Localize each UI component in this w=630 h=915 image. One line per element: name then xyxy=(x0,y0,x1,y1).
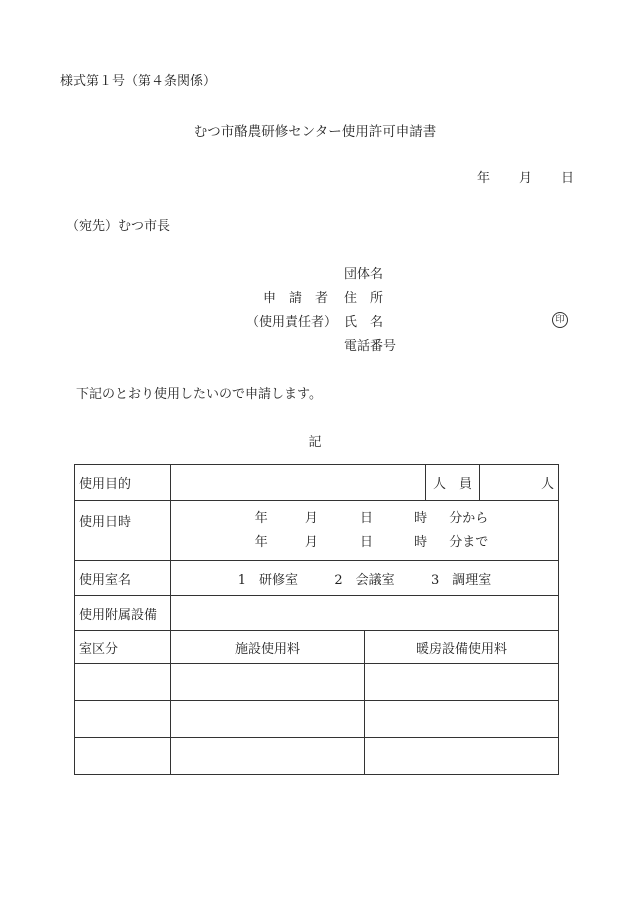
seal-mark: 印 xyxy=(552,312,568,328)
to-day: 日 xyxy=(359,534,373,550)
people-unit: 人 xyxy=(540,477,554,492)
fee-row xyxy=(75,701,559,738)
room-name: 調理室 xyxy=(452,572,492,588)
datetime-to xyxy=(175,531,554,555)
facility-fee-cell[interactable] xyxy=(171,664,365,701)
equipment-row xyxy=(75,596,559,631)
room-option[interactable] xyxy=(334,573,394,588)
facility-fee-cell[interactable] xyxy=(171,738,365,775)
form-number: 様式第１号（第４条関係） xyxy=(60,74,217,89)
org-name-label: 団体名 xyxy=(344,267,384,282)
room-options xyxy=(171,561,559,596)
application-table xyxy=(74,464,559,775)
category-cell[interactable] xyxy=(75,738,171,775)
fee-row xyxy=(75,738,559,775)
datetime-row xyxy=(75,501,559,561)
datetime-field[interactable] xyxy=(171,501,559,561)
phone-label: 電話番号 xyxy=(344,339,397,354)
from-hour: 時 xyxy=(414,510,428,526)
applicant-label: 申 請 者 xyxy=(263,291,329,306)
fee-row xyxy=(75,664,559,701)
room-label: 使用室名 xyxy=(75,561,171,596)
room-option[interactable] xyxy=(238,573,298,588)
datetime-from xyxy=(175,507,554,531)
purpose-field[interactable] xyxy=(171,465,426,501)
facility-fee-cell[interactable] xyxy=(171,701,365,738)
purpose-row xyxy=(75,465,559,501)
equipment-field[interactable] xyxy=(171,596,559,631)
responsible-person-label: （使用責任者） xyxy=(246,315,338,330)
purpose-label: 使用目的 xyxy=(75,465,171,501)
room-option[interactable] xyxy=(431,573,491,588)
document-title: むつ市酪農研修センター使用許可申請書 xyxy=(193,124,437,140)
date-month-label: 月 xyxy=(519,171,533,186)
intro-text: 下記のとおり使用したいので申請します。 xyxy=(76,387,322,402)
room-name: 研修室 xyxy=(259,572,299,588)
room-number: 2 xyxy=(334,572,343,588)
from-day: 日 xyxy=(359,510,373,526)
heating-fee-cell[interactable] xyxy=(365,664,559,701)
from-month: 月 xyxy=(304,510,318,526)
datetime-label: 使用日時 xyxy=(75,501,171,561)
facility-fee-label: 施設使用料 xyxy=(171,631,365,664)
to-minute: 分まで xyxy=(449,534,489,550)
people-field[interactable] xyxy=(480,465,559,501)
room-number: 1 xyxy=(237,572,247,588)
ki-heading: 記 xyxy=(308,435,322,450)
room-number: 3 xyxy=(430,572,440,588)
heating-fee-label: 暖房設備使用料 xyxy=(365,631,559,664)
addressee: （宛先）むつ市長 xyxy=(66,219,171,234)
from-minute: 分から xyxy=(449,510,489,526)
name-label: 氏 名 xyxy=(344,315,384,330)
people-label: 人 員 xyxy=(426,465,480,501)
category-cell[interactable] xyxy=(75,701,171,738)
category-cell[interactable] xyxy=(75,664,171,701)
heating-fee-cell[interactable] xyxy=(365,701,559,738)
fee-header-row xyxy=(75,631,559,664)
room-name: 会議室 xyxy=(355,572,395,588)
heating-fee-cell[interactable] xyxy=(365,738,559,775)
to-month: 月 xyxy=(304,534,318,550)
date-day-label: 日 xyxy=(561,171,575,186)
equipment-label: 使用附属設備 xyxy=(75,596,171,631)
to-hour: 時 xyxy=(414,534,428,550)
address-label: 住 所 xyxy=(344,291,384,306)
date-year-label: 年 xyxy=(477,171,491,186)
to-year: 年 xyxy=(254,534,268,550)
room-row xyxy=(75,561,559,596)
from-year: 年 xyxy=(254,510,268,526)
category-label: 室区分 xyxy=(75,631,171,664)
